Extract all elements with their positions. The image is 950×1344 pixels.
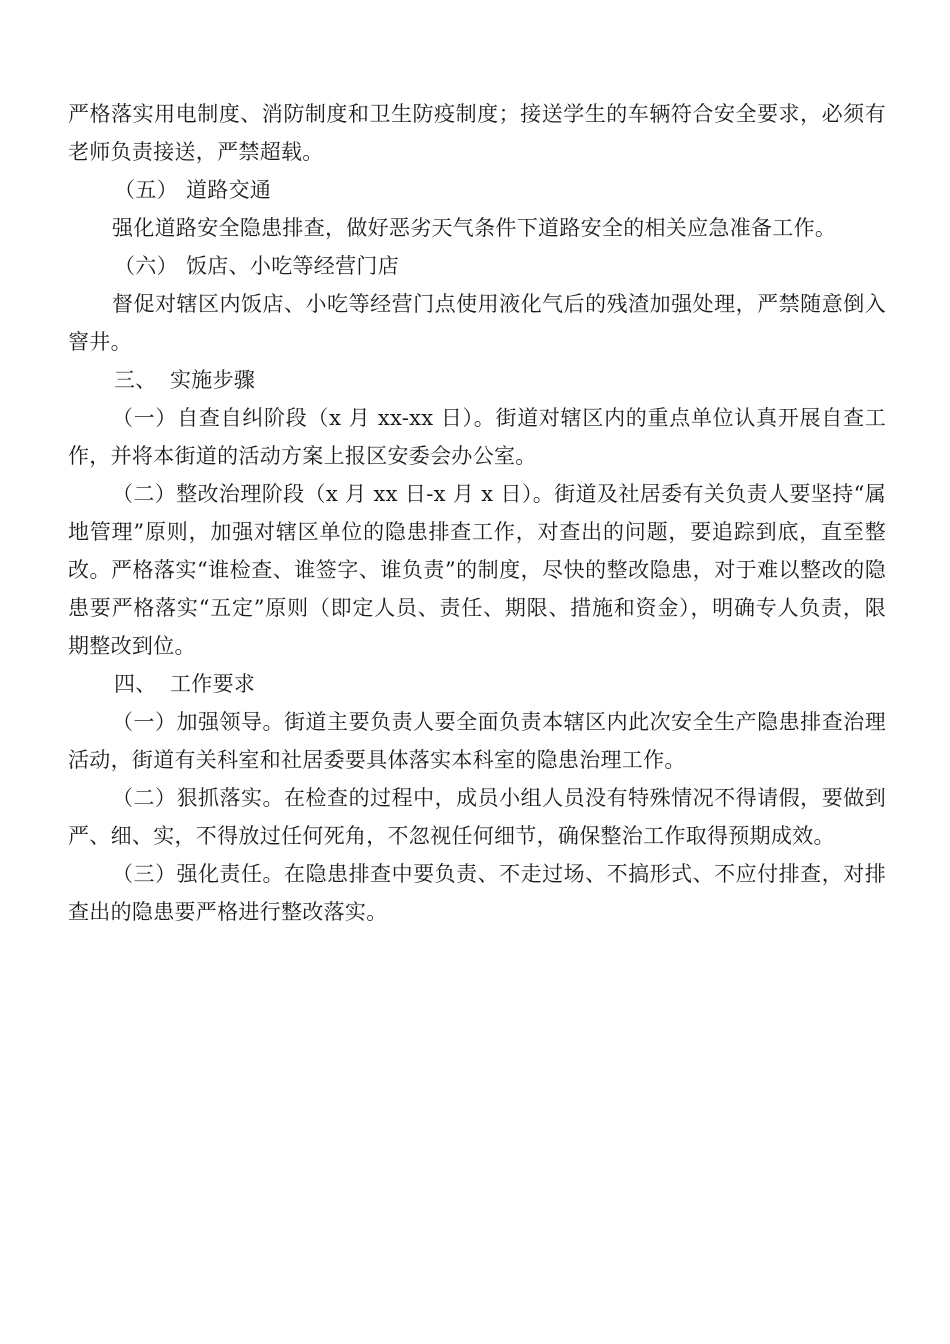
heading-number: 三、 bbox=[114, 368, 157, 392]
heading-title: 工作要求 bbox=[170, 672, 256, 696]
heading-number: （六） bbox=[114, 254, 178, 278]
paragraph-restaurant-waste: 督促对辖区内饭店、小吃等经营门点使用液化气后的残渣加强处理，严禁随意倒入窨井。 bbox=[68, 292, 886, 354]
section-heading-work-requirements bbox=[68, 665, 886, 703]
paragraph-rectification-stage: （二）整改治理阶段（x 月 xx 日-x 月 x 日）。街道及社居委有关负责人要坚持“属地管理”原则，加强对辖区单位的隐患排查工作，对查出的问题，要追踪到底，直至整改。严格落实“谁检查、谁签字、谁负责”的制度，尽快的整改隐患，对于难以整改的隐患要严格落实“五定”原则（即定人员、责任、期限、措施和资金），明确专人负责，限期整改到位。 bbox=[68, 482, 886, 658]
section-heading-implementation-steps bbox=[68, 361, 886, 399]
paragraph-strengthen-leadership: （一）加强领导。街道主要负责人要全面负责本辖区内此次安全生产隐患排查治理活动，街道有关科室和社居委要具体落实本科室的隐患治理工作。 bbox=[68, 710, 886, 772]
heading-title: 道路交通 bbox=[186, 178, 272, 202]
paragraph-responsibility: （三）强化责任。在隐患排查中要负责、不走过场、不搞形式、不应付排查，对排查出的隐患要严格进行整改落实。 bbox=[68, 862, 886, 924]
section-heading-restaurants bbox=[68, 247, 886, 285]
document-body bbox=[68, 95, 886, 931]
paragraph-self-check-stage: （一）自查自纠阶段（x 月 xx-xx 日）。街道对辖区内的重点单位认真开展自查工作，并将本街道的活动方案上报区安委会办公室。 bbox=[68, 406, 886, 468]
heading-number: （五） bbox=[114, 178, 178, 202]
paragraph-road-safety: 强化道路安全隐患排查，做好恶劣天气条件下道路安全的相关应急准备工作。 bbox=[112, 216, 837, 240]
heading-number: 四、 bbox=[114, 672, 157, 696]
heading-title: 饭店、小吃等经营门店 bbox=[186, 254, 399, 278]
paragraph-continued: 严格落实用电制度、消防制度和卫生防疫制度；接送学生的车辆符合安全要求，必须有老师负责接送，严禁超载。 bbox=[68, 102, 886, 164]
heading-title: 实施步骤 bbox=[170, 368, 256, 392]
section-heading-road-traffic bbox=[68, 171, 886, 209]
paragraph-implementation: （二）狠抓落实。在检查的过程中，成员小组人员没有特殊情况不得请假，要做到严、细、实，不得放过任何死角，不忽视任何细节，确保整治工作取得预期成效。 bbox=[68, 786, 886, 848]
